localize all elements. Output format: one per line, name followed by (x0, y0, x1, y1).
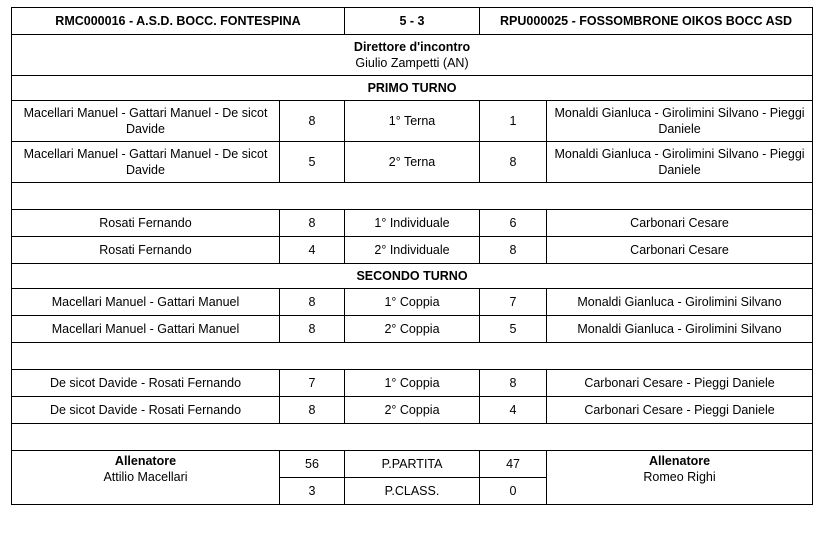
match-type: 1° Coppia (345, 370, 480, 397)
match-type: 2° Individuale (345, 237, 480, 264)
director-name: Giulio Zampetti (AN) (355, 56, 469, 70)
match-row (12, 370, 813, 397)
away-score: 8 (480, 142, 547, 183)
spacer-cell (12, 424, 813, 451)
away-score: 8 (480, 370, 547, 397)
match-type: 1° Terna (345, 101, 480, 142)
away-players: Carbonari Cesare - Pieggi Daniele (547, 370, 813, 397)
home-coach-name: Attilio Macellari (103, 470, 188, 484)
away-players: Monaldi Gianluca - Girolimini Silvano - Pieggi Daniele (547, 142, 813, 183)
home-players: Rosati Fernando (12, 237, 280, 264)
spacer-cell (12, 343, 813, 370)
director-cell (12, 35, 813, 76)
match-type: 2° Coppia (345, 316, 480, 343)
home-score: 8 (280, 101, 345, 142)
home-players: Macellari Manuel - Gattari Manuel - De sicot Davide (12, 142, 280, 183)
away-players: Carbonari Cesare (547, 210, 813, 237)
match-type: 1° Coppia (345, 289, 480, 316)
home-players: De sicot Davide - Rosati Fernando (12, 370, 280, 397)
match-score: 5 - 3 (345, 8, 480, 35)
match-row (12, 237, 813, 264)
away-players: Carbonari Cesare - Pieggi Daniele (547, 397, 813, 424)
match-row (12, 316, 813, 343)
home-partita-points: 56 (280, 451, 345, 478)
home-score: 4 (280, 237, 345, 264)
home-score: 7 (280, 370, 345, 397)
away-players: Monaldi Gianluca - Girolimini Silvano - Pieggi Daniele (547, 101, 813, 142)
home-score: 8 (280, 289, 345, 316)
home-coach-label: Allenatore (114, 454, 177, 468)
away-score: 5 (480, 316, 547, 343)
away-players: Monaldi Gianluca - Girolimini Silvano (547, 316, 813, 343)
away-class-points: 0 (480, 478, 547, 505)
match-row (12, 142, 813, 183)
home-score: 8 (280, 316, 345, 343)
home-team-name: RMC000016 - A.S.D. BOCC. FONTESPINA (12, 8, 345, 35)
match-report-table (11, 7, 813, 505)
section-title-row (12, 264, 813, 289)
away-coach-cell (547, 451, 813, 505)
match-type: 1° Individuale (345, 210, 480, 237)
away-score: 8 (480, 237, 547, 264)
match-type: 2° Terna (345, 142, 480, 183)
away-players: Carbonari Cesare (547, 237, 813, 264)
section-title-row (12, 76, 813, 101)
class-label: P.CLASS. (345, 478, 480, 505)
spacer-row (12, 183, 813, 210)
match-type: 2° Coppia (345, 397, 480, 424)
home-players: Macellari Manuel - Gattari Manuel - De sicot Davide (12, 101, 280, 142)
away-score: 1 (480, 101, 547, 142)
spacer-row (12, 343, 813, 370)
away-partita-points: 47 (480, 451, 547, 478)
match-row (12, 210, 813, 237)
match-row (12, 397, 813, 424)
away-players: Monaldi Gianluca - Girolimini Silvano (547, 289, 813, 316)
spacer-row (12, 424, 813, 451)
away-coach-name: Romeo Righi (643, 470, 716, 484)
home-players: Macellari Manuel - Gattari Manuel (12, 316, 280, 343)
section-title: PRIMO TURNO (12, 76, 813, 101)
home-coach-cell (12, 451, 280, 505)
header-row (12, 8, 813, 35)
totals-row-partita (12, 451, 813, 478)
director-label: Direttore d'incontro (353, 40, 471, 54)
away-coach-label: Allenatore (648, 454, 711, 468)
partita-label: P.PARTITA (345, 451, 480, 478)
home-players: Rosati Fernando (12, 210, 280, 237)
home-score: 5 (280, 142, 345, 183)
home-score: 8 (280, 210, 345, 237)
home-class-points: 3 (280, 478, 345, 505)
away-score: 6 (480, 210, 547, 237)
director-row (12, 35, 813, 76)
away-score: 4 (480, 397, 547, 424)
home-players: De sicot Davide - Rosati Fernando (12, 397, 280, 424)
home-score: 8 (280, 397, 345, 424)
spacer-cell (12, 183, 813, 210)
away-score: 7 (480, 289, 547, 316)
section-title: SECONDO TURNO (12, 264, 813, 289)
match-row (12, 289, 813, 316)
away-team-name: RPU000025 - FOSSOMBRONE OIKOS BOCC ASD (480, 8, 813, 35)
match-row (12, 101, 813, 142)
home-players: Macellari Manuel - Gattari Manuel (12, 289, 280, 316)
